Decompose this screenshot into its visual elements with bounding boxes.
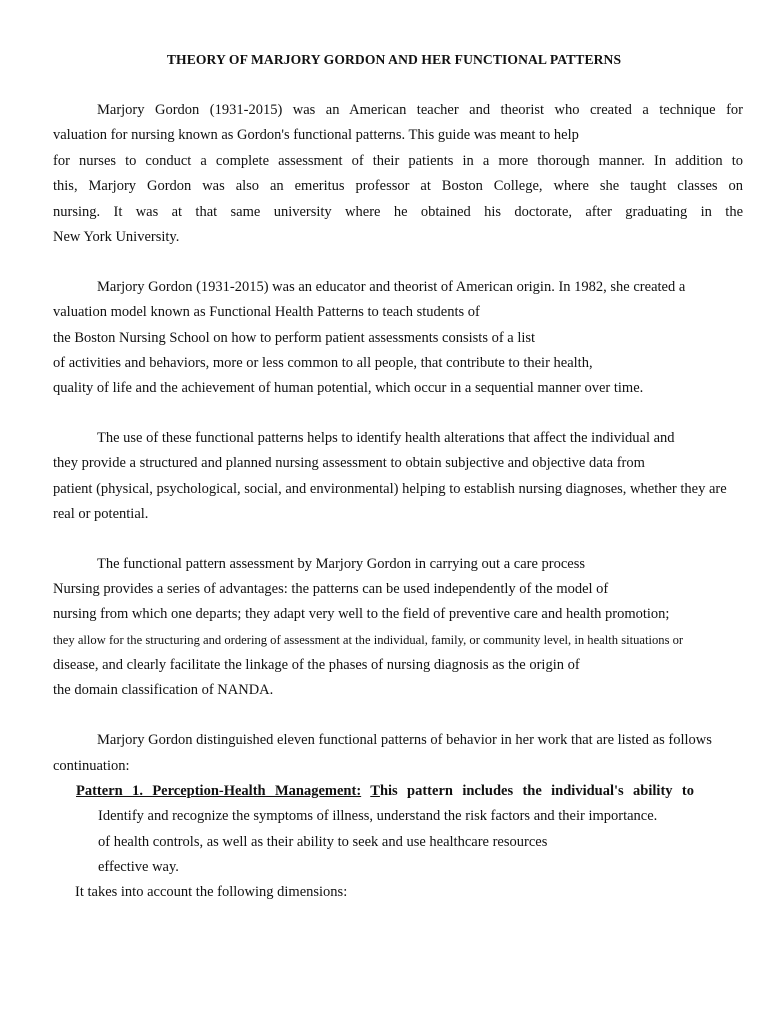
para4-line-6: the domain classification of NANDA. <box>53 682 274 698</box>
para4-line-1: The functional pattern assessment by Marjory Gordon in carrying out a care process <box>97 556 586 572</box>
para1-line-1: Marjory Gordon (1931-2015) was an American teacher and theorist who created a technique for <box>97 102 743 118</box>
dimensions-intro: It takes into account the following dimensions: <box>75 884 348 900</box>
para4-line-2: Nursing provides a series of advantages: the patterns can be used independently of the model of <box>53 581 609 597</box>
para2-line-4: of activities and behaviors, more or less common to all people, that contribute to their health, <box>53 355 593 371</box>
para4-line-4: they allow for the structuring and ordering of assessment at the individual, family, or community level, in health situations or <box>53 633 684 647</box>
para2-line-1: Marjory Gordon (1931-2015) was an educator and theorist of American origin. In 1982, she created a <box>97 279 686 295</box>
pattern1-heading <box>76 782 694 800</box>
pattern1-label: Pattern 1. Perception-Health Management: <box>76 783 362 799</box>
para1-line-5: nursing. It was at that same university where he obtained his doctorate, after graduating in the <box>53 204 743 220</box>
para2-line-5: quality of life and the achievement of human potential, which occur in a sequential manner over time. <box>53 380 644 396</box>
pattern1-line-2: of health controls, as well as their ability to seek and use healthcare resources <box>98 834 548 850</box>
pattern1-first-letter: T <box>370 783 380 799</box>
pattern1-text: his pattern includes the individual's ability to <box>379 783 694 799</box>
para5-line-2: continuation: <box>53 758 130 774</box>
para2-line-3: the Boston Nursing School on how to perform patient assessments consists of a list <box>53 330 536 346</box>
para1-line-6: New York University. <box>53 229 180 245</box>
para2-line-2: valuation model known as Functional Health Patterns to teach students of <box>53 304 480 320</box>
para3-line-2: they provide a structured and planned nursing assessment to obtain subjective and objective data from <box>53 455 645 471</box>
document-title: THEORY OF MARJORY GORDON AND HER FUNCTIONAL PATTERNS <box>166 52 622 67</box>
para1-line-2: valuation for nursing known as Gordon's functional patterns. This guide was meant to help <box>53 127 579 143</box>
para1-line-3: for nurses to conduct a complete assessment of their patients in a more thorough manner. In addition to <box>53 153 743 169</box>
para1-line-4: this, Marjory Gordon was also an emeritus professor at Boston College, where she taught classes on <box>53 178 743 194</box>
pattern1-line-1: Identify and recognize the symptoms of illness, understand the risk factors and their importance. <box>98 808 658 824</box>
para4-line-5: disease, and clearly facilitate the linkage of the phases of nursing diagnosis as the origin of <box>53 657 580 673</box>
pattern1-line-3: effective way. <box>98 859 179 875</box>
para4-line-3: nursing from which one departs; they adapt very well to the field of preventive care and health promotion; <box>53 606 670 622</box>
para3-line-1: The use of these functional patterns helps to identify health alterations that affect the individual and <box>97 430 675 446</box>
para3-line-4: real or potential. <box>53 506 149 522</box>
para5-line-1: Marjory Gordon distinguished eleven functional patterns of behavior in her work that are listed as follows <box>97 732 712 748</box>
para3-line-3: patient (physical, psychological, social, and environmental) helping to establish nursing diagnoses, whether they are <box>53 481 727 497</box>
